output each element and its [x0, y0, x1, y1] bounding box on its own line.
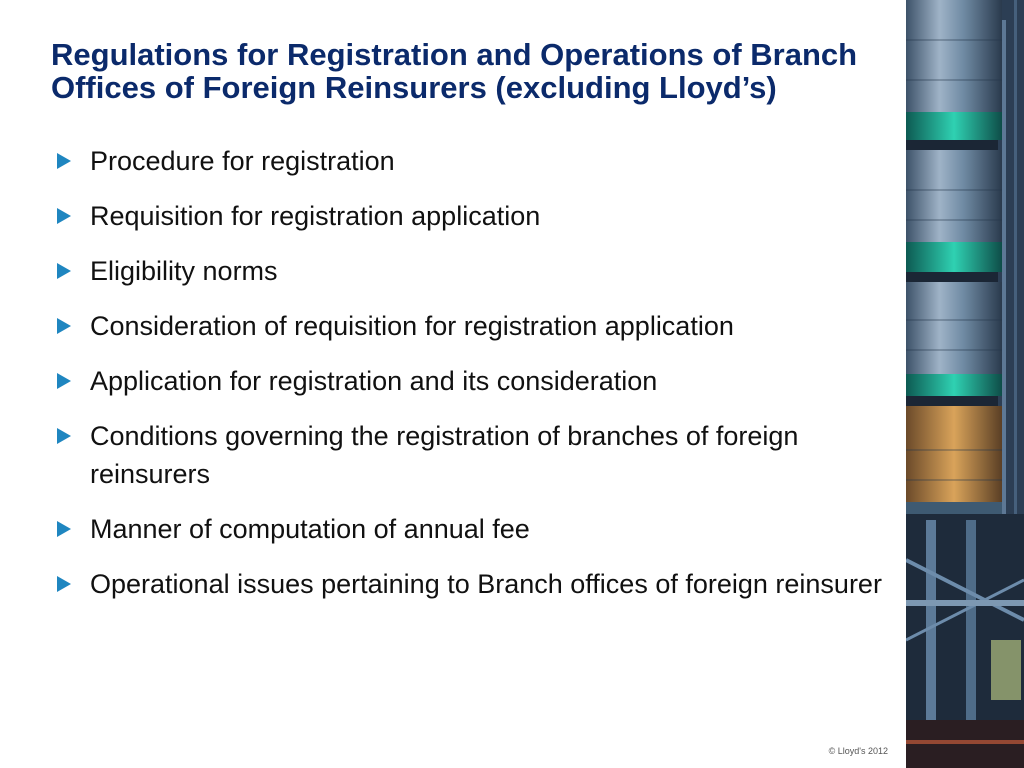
- bullet-list: [51, 142, 891, 620]
- lloyds-building-photo-icon: [906, 0, 1024, 768]
- bullet-text: Eligibility norms: [90, 256, 278, 286]
- triangle-bullet-icon: [57, 208, 71, 224]
- triangle-bullet-icon: [57, 373, 71, 389]
- bullet-item: [51, 307, 891, 345]
- bullet-item: [51, 252, 891, 290]
- bullet-text: Procedure for registration: [90, 146, 395, 176]
- bullet-item: [51, 142, 891, 180]
- bullet-item: [51, 417, 891, 493]
- copyright-notice: © Lloyd's 2012: [828, 746, 888, 756]
- triangle-bullet-icon: [57, 428, 71, 444]
- bullet-item: [51, 197, 891, 235]
- triangle-bullet-icon: [57, 153, 71, 169]
- triangle-bullet-icon: [57, 318, 71, 334]
- triangle-bullet-icon: [57, 521, 71, 537]
- slide-title: Regulations for Registration and Operations of Branch Offices of Foreign Reinsurers (excluding Lloyd’s): [51, 37, 858, 105]
- bullet-item: [51, 362, 891, 400]
- triangle-bullet-icon: [57, 263, 71, 279]
- bullet-text: Consideration of requisition for registration application: [90, 311, 734, 341]
- triangle-bullet-icon: [57, 576, 71, 592]
- bullet-text: Conditions governing the registration of branches of foreign reinsurers: [90, 421, 799, 489]
- bullet-item: [51, 565, 891, 603]
- bullet-item: [51, 510, 891, 548]
- bullet-text: Application for registration and its consideration: [90, 366, 658, 396]
- bullet-text: Operational issues pertaining to Branch offices of foreign reinsurer: [90, 569, 882, 599]
- bullet-text: Manner of computation of annual fee: [90, 514, 530, 544]
- bullet-text: Requisition for registration application: [90, 201, 541, 231]
